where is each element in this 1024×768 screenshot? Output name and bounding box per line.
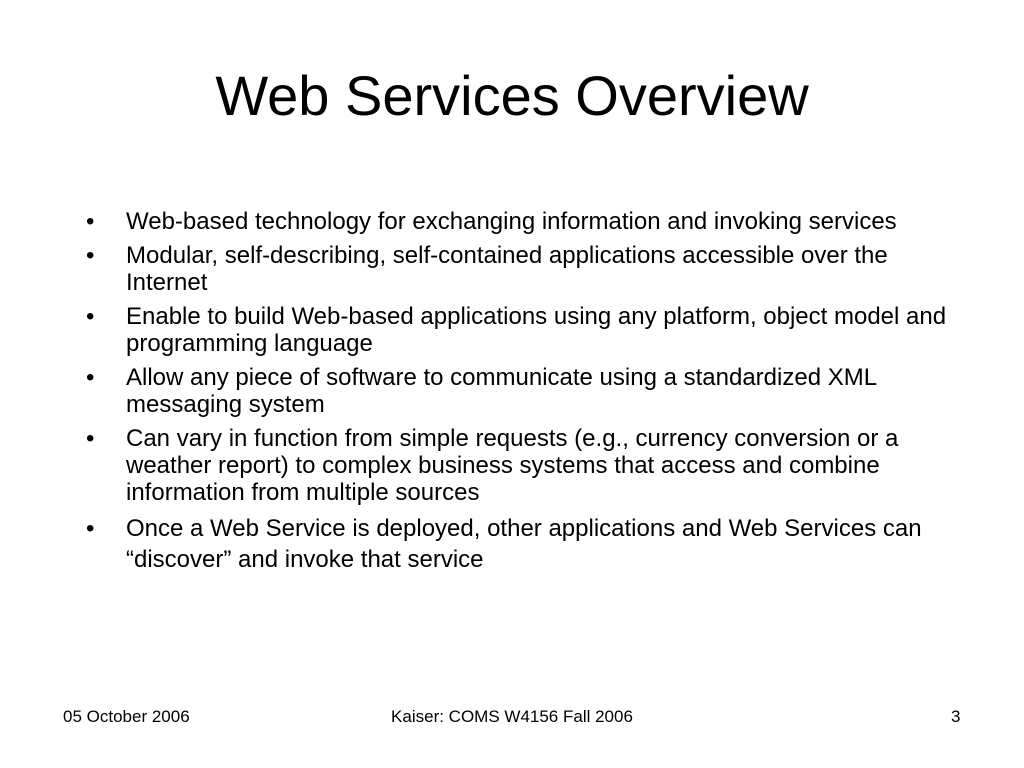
bullet-icon: • — [86, 425, 95, 452]
bullet-icon: • — [86, 303, 95, 330]
bullet-item — [86, 513, 966, 575]
bullet-text: Can vary in function from simple requests (e.g., currency conversion or a weather report) to complex business systems that access and combine information from multiple sources — [126, 425, 899, 506]
bullet-icon: • — [86, 364, 95, 391]
bullet-text: Modular, self-describing, self-contained applications accessible over the Internet — [126, 242, 888, 296]
footer-date: 05 October 2006 — [63, 707, 190, 726]
bullet-icon: • — [86, 242, 95, 269]
bullet-item — [86, 242, 966, 296]
bullet-text: Once a Web Service is deployed, other applications and Web Services can “discover” and invoke that service — [126, 515, 922, 573]
bullet-text: Enable to build Web-based applications using any platform, object model and programming language — [126, 303, 947, 357]
bullet-list — [86, 208, 966, 582]
bullet-item — [86, 303, 966, 357]
bullet-text: Web-based technology for exchanging information and invoking services — [126, 208, 897, 235]
bullet-icon: • — [86, 515, 95, 542]
bullet-icon: • — [86, 208, 95, 235]
bullet-item — [86, 425, 966, 506]
footer-page-number: 3 — [951, 707, 961, 726]
slide-title: Web Services Overview — [215, 64, 809, 127]
bullet-text: Allow any piece of software to communicate using a standardized XML messaging system — [126, 364, 877, 418]
footer-course: Kaiser: COMS W4156 Fall 2006 — [391, 707, 633, 726]
bullet-item — [86, 208, 966, 235]
bullet-item — [86, 364, 966, 418]
